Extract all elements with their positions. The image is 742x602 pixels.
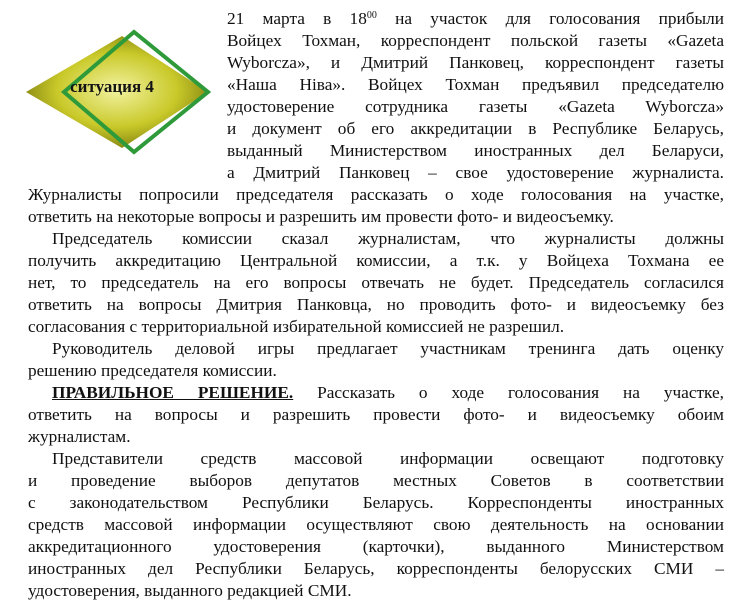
line-text: Журналисты попросили председателя рассказать о ходе голосования на участке, [28,185,724,204]
text-line [28,206,724,228]
text-line [227,74,724,96]
line-text: на участок для голосования прибыли [376,9,724,28]
line-text: иностранных дел Республики Беларусь, корреспонденты белорусских СМИ – [28,559,724,578]
text-line [227,52,724,74]
text-line [52,382,724,404]
text-line [28,316,724,338]
line-text: Войцех Тохман, корреспондент польской газеты «Gazeta [227,31,724,50]
line-text: удостоверения, выданного редакцией СМИ. [28,581,352,600]
line-text: Руководитель деловой игры предлагает участникам тренинга дать оценку [52,339,724,358]
line-text: Wyborcza», и Дмитрий Панковец, корреспондент газеты [227,53,724,72]
text-line [52,338,724,360]
line-text: получить аккредитацию Центральной комиссии, а т.к. у Войцеха Тохмана ее [28,251,724,270]
line-text: Рассказать о ходе голосования на участке, [293,383,725,402]
text-line [28,558,724,580]
situation-label: ситуация 4 [70,77,154,96]
text-line [28,404,724,426]
text-line [28,250,724,272]
line-text: ответить на вопросы Дмитрия Панковца, но проводить фото- и видеосъемку без [28,295,724,314]
text-line [28,272,724,294]
text-line [227,118,724,140]
line-text: ответить на некоторые вопросы и разрешить им провести фото- и видеосъемку. [28,207,614,226]
line-text: средств массовой информации осуществляют свою деятельность на основании [28,515,724,534]
line-text: журналистам. [28,427,131,446]
text-line [227,162,724,184]
line-text: Представители средств массовой информации освещают подготовку [52,449,724,468]
text-line [28,184,724,206]
line-text: 21 марта в 18 [227,9,367,28]
superscript: 00 [366,10,377,21]
text-line [28,514,724,536]
text-line [28,492,724,514]
text-line [28,470,724,492]
correct-solution-heading: ПРАВИЛЬНОЕ РЕШЕНИЕ. [52,383,294,402]
text-line [52,448,724,470]
text-line [28,294,724,316]
line-text: с законодательством Республики Беларусь. Корреспонденты иностранных [28,493,724,512]
text-line [227,96,724,118]
line-text: удостоверение сотрудника газеты «Gazeta Wyborcza» [227,97,724,116]
line-text: решению председателя комиссии. [28,361,277,380]
text-line [28,580,724,602]
text-line [28,536,724,558]
line-text: Председатель комиссии сказал журналистам, что журналисты должны [52,229,724,248]
line-text: согласования с территориальной избирательной комиссией не разрешил. [28,317,565,336]
text-line [227,8,724,30]
text-line [28,360,724,382]
line-text: и документ об его аккредитации в Республике Беларусь, [227,119,724,138]
text-line [52,228,724,250]
line-text: ответить на вопросы и разрешить провести фото- и видеосъемку обоим [28,405,724,424]
text-line [227,30,724,52]
line-text: нет, то председатель на его вопросы отвечать не будет. Председатель согласился [28,273,724,292]
line-text: и проведение выборов депутатов местных Советов в соответствии [28,471,724,490]
text-line [227,140,724,162]
situation-badge [12,20,222,170]
line-text: а Дмитрий Панковец – свое удостоверение журналиста. [227,163,724,182]
line-text: выданный Министерством иностранных дел Беларуси, [227,141,724,160]
text-line [28,426,724,448]
line-text: аккредитационного удостоверения (карточки), выданного Министерством [28,537,724,556]
line-text: «Наша Нiва». Войцех Тохман предъявил председателю [227,75,724,94]
